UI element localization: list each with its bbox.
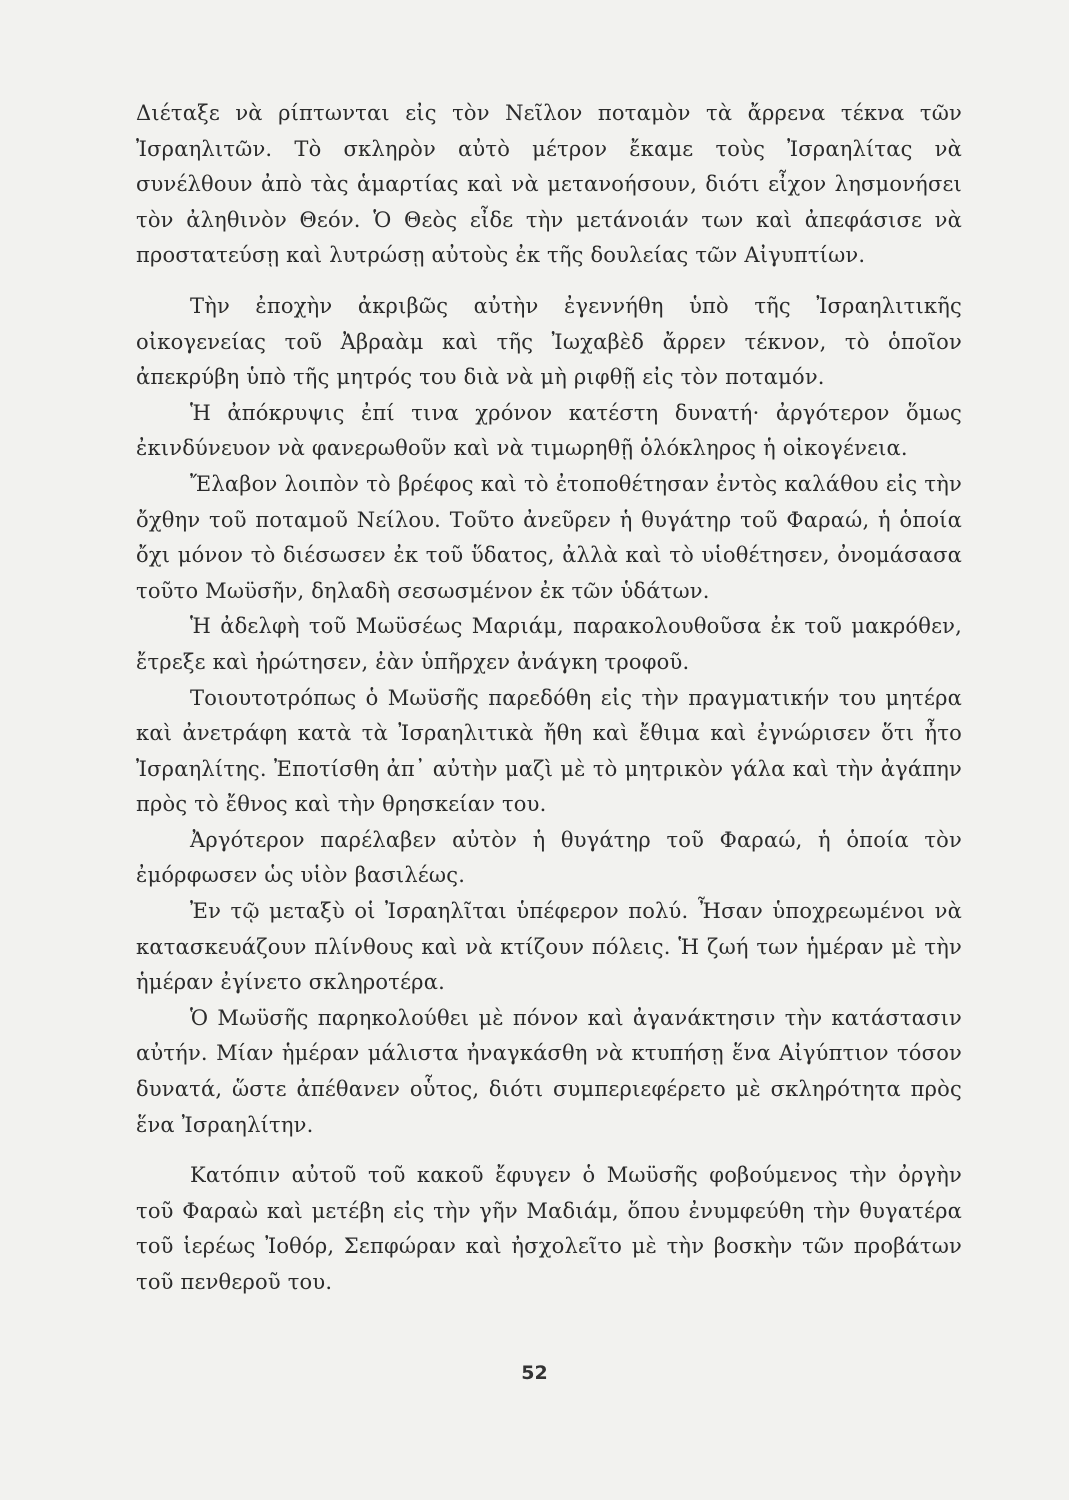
body-text: [136, 96, 962, 1301]
paragraph-4: Ἔλαβον λοιπὸν τὸ βρέφος καὶ τὸ ἐτοποθέτησαν ἐντὸς καλάθου εἰς τὴν ὄχθην τοῦ ποταμοῦ Νείλου. Τοῦτο ἀνεῦρεν ἡ θυγάτηρ τοῦ Φαραώ, ἡ ὁποία ὄχι μόνον τὸ διέσωσεν ἐκ τοῦ ὕδατος, ἀλλὰ καὶ τὸ υἱοθέτησεν, ὀνομάσασα τοῦτο Μωϋσῆν, δηλαδὴ σεσωσμένον ἐκ τῶν ὑδάτων.: [136, 471, 962, 603]
paragraph-3: Ἡ ἀπόκρυψις ἐπί τινα χρόνον κατέστη δυνατή· ἀργότερον ὅμως ἐκινδύνευον νὰ φανερωθοῦν καὶ νὰ τιμωρηθῇ ὁλόκληρος ἡ οἰκογένεια.: [136, 400, 962, 461]
paragraph-10: Κατόπιν αὐτοῦ τοῦ κακοῦ ἔφυγεν ὁ Μωϋσῆς φοβούμενος τὴν ὀργὴν τοῦ Φαραὼ καὶ μετέβη εἰς τὴν γῆν Μαδιάμ, ὅπου ἐνυμφεύθη τὴν θυγατέρα τοῦ ἱερέως Ἰοθόρ, Σεπφώραν καὶ ἠσχολεῖτο μὲ τὴν βοσκὴν τῶν προβάτων τοῦ πενθεροῦ του.: [136, 1163, 962, 1294]
paragraph-2: Τὴν ἐποχὴν ἀκριβῶς αὐτὴν ἐγεννήθη ὑπὸ τῆς Ἰσραηλιτικῆς οἰκογενείας τοῦ Ἀβραὰμ καὶ τῆς Ἰωχαβὲδ ἄρρεν τέκνον, τὸ ὁποῖον ἀπεκρύβη ὑπὸ τῆς μητρός του διὰ νὰ μὴ ριφθῇ εἰς τὸν ποταμόν.: [136, 293, 962, 390]
paragraph-5: Ἡ ἀδελφὴ τοῦ Μωϋσέως Μαριάμ, παρακολουθοῦσα ἐκ τοῦ μακρόθεν, ἔτρεξε καὶ ἠρώτησεν, ἐὰν ὑπῆρχεν ἀνάγκη τροφοῦ.: [136, 614, 962, 674]
paragraph-9: Ὁ Μωϋσῆς παρηκολούθει μὲ πόνον καὶ ἀγανάκτησιν τὴν κατάστασιν αὐτήν. Μίαν ἡμέραν μάλιστα ἠναγκάσθη νὰ κτυπήσῃ ἕνα Αἰγύπτιον τόσον δυνατά, ὥστε ἀπέθανεν οὗτος, διότι συμπεριεφέρετο μὲ σκληρότητα πρὸς ἕνα Ἰσραηλίτην.: [136, 1005, 962, 1137]
paragraph-8: Ἐν τῷ μεταξὺ οἱ Ἰσραηλῖται ὑπέφερον πολύ. Ἦσαν ὑποχρεωμένοι νὰ κατασκευάζουν πλίνθους καὶ νὰ κτίζουν πόλεις. Ἡ ζωή των ἡμέραν μὲ τὴν ἡμέραν ἐγίνετο σκληροτέρα.: [136, 899, 962, 995]
paragraph-1: Διέταξε νὰ ρίπτωνται εἰς τὸν Νεῖλον ποταμὸν τὰ ἄρρενα τέκνα τῶν Ἰσραηλιτῶν. Τὸ σκληρὸν αὐτὸ μέτρον ἔκαμε τοὺς Ἰσραηλίτας νὰ συνέλθουν ἀπὸ τὰς ἁμαρτίας καὶ νὰ μετανοήσουν, διότι εἶχον λησμονήσει τὸν ἀληθινὸν Θεόν. Ὁ Θεὸς εἶδε τὴν μετάνοιάν των καὶ ἀπεφάσισε νὰ προστατεύσῃ καὶ λυτρώσῃ αὐτοὺς ἐκ τῆς δουλείας τῶν Αἰγυπτίων.: [136, 101, 962, 268]
page-number: 52: [521, 1362, 548, 1384]
paragraph-6: Τοιουτοτρόπως ὁ Μωϋσῆς παρεδόθη εἰς τὴν πραγματικήν του μητέρα καὶ ἀνετράφη κατὰ τὰ Ἰσραηλιτικὰ ἤθη καὶ ἔθιμα καὶ ἐγνώρισεν ὅτι ἦτο Ἰσραηλίτης. Ἐποτίσθη ἀπ᾽ αὐτὴν μαζὶ μὲ τὸ μητρικὸν γάλα καὶ τὴν ἀγάπην πρὸς τὸ ἔθνος καὶ τὴν θρησκείαν του.: [136, 685, 962, 817]
paragraph-7: Ἀργότερον παρέλαβεν αὐτὸν ἡ θυγάτηρ τοῦ Φαραώ, ἡ ὁποία τὸν ἐμόρφωσεν ὡς υἱὸν βασιλέως.: [136, 827, 962, 888]
